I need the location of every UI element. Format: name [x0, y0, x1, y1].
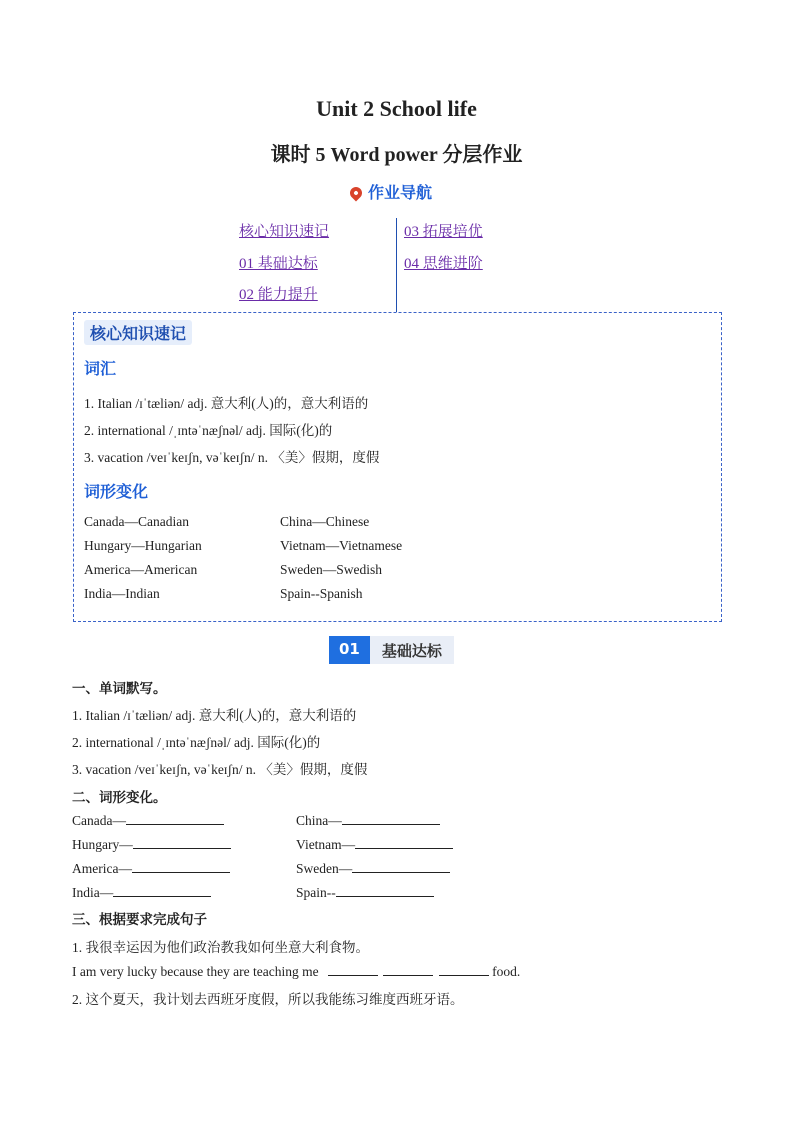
- nav-link-01[interactable]: 01 基础达标: [239, 256, 318, 272]
- forms-heading: 词形变化: [84, 482, 149, 501]
- q2-item: [296, 884, 434, 901]
- vocab-heading: 词汇: [84, 359, 117, 378]
- form-item: Hungary—Hungarian: [84, 538, 202, 553]
- q3-sentence-start: I am very lucky because they are teaching me: [72, 964, 319, 979]
- section-number: 01: [329, 636, 370, 664]
- q2-prompt: India—: [72, 885, 114, 900]
- answer-blank[interactable]: [439, 963, 489, 976]
- answer-blank[interactable]: [133, 836, 231, 849]
- nav-divider: [396, 218, 397, 312]
- answer-blank[interactable]: [113, 884, 211, 897]
- vocab-item-3: 3. vacation /veɪˈkeɪʃn, vəˈkeɪʃn/ n. 〈美〉假期，度假: [84, 450, 380, 465]
- nav-link-03[interactable]: 03 拓展培优: [404, 224, 483, 240]
- answer-blank[interactable]: [383, 963, 433, 976]
- q2-item: [296, 812, 440, 829]
- answer-blank[interactable]: [328, 963, 378, 976]
- vocab-item-1: 1. Italian /ɪˈtæliən/ adj. 意大利(人)的，意大利语的: [84, 396, 369, 411]
- q1-heading: 一、单词默写。: [72, 681, 167, 697]
- nav-title-text: 作业导航: [368, 183, 433, 202]
- answer-blank[interactable]: [352, 860, 450, 873]
- q2-prompt: Spain--: [296, 885, 336, 900]
- q2-item: [72, 836, 231, 853]
- q3-heading: 三、根据要求完成句子: [72, 912, 207, 928]
- q3-item-1-cn: 1. 我很幸运因为他们政治教我如何坐意大利食物。: [72, 940, 369, 955]
- answer-blank[interactable]: [342, 812, 440, 825]
- form-item: India—Indian: [84, 586, 160, 601]
- q2-prompt: Vietnam—: [296, 837, 356, 852]
- q1-item-1: 1. Italian /ɪˈtæliən/ adj. 意大利(人)的，意大利语的: [72, 708, 357, 723]
- q2-item: [72, 812, 224, 829]
- location-pin-icon: [348, 185, 365, 202]
- answer-blank[interactable]: [336, 884, 434, 897]
- q3-item-2-cn: 2. 这个夏天，我计划去西班牙度假，所以我能练习维度西班牙语。: [72, 992, 464, 1007]
- answer-blank[interactable]: [355, 836, 453, 849]
- q2-item: [72, 884, 211, 901]
- form-item: America—American: [84, 562, 198, 577]
- q3-item-1-en: [72, 963, 520, 980]
- core-knowledge-label: 核心知识速记: [84, 320, 192, 345]
- nav-title: [350, 180, 432, 203]
- section-label: 基础达标: [370, 636, 454, 664]
- q2-prompt: Hungary—: [72, 837, 133, 852]
- form-item: Vietnam—Vietnamese: [280, 538, 403, 553]
- page-subtitle: 课时 5 Word power 分层作业: [270, 144, 523, 166]
- nav-link-core[interactable]: 核心知识速记: [239, 224, 330, 240]
- q2-prompt: Canada—: [72, 813, 126, 828]
- q1-item-3: 3. vacation /veɪˈkeɪʃn, vəˈkeɪʃn/ n. 〈美〉假期，度假: [72, 762, 368, 777]
- nav-link-02[interactable]: 02 能力提升: [239, 287, 318, 303]
- nav-link-04[interactable]: 04 思维进阶: [404, 256, 483, 272]
- q2-item: [296, 836, 453, 853]
- q2-prompt: China—: [296, 813, 342, 828]
- section-01-badge: [329, 636, 454, 664]
- q2-heading: 二、词形变化。: [72, 790, 167, 806]
- vocab-item-2: 2. international /ˌɪntəˈnæʃnəl/ adj. 国际(化)的: [84, 423, 333, 438]
- form-item: China—Chinese: [280, 514, 370, 529]
- q1-item-2: 2. international /ˌɪntəˈnæʃnəl/ adj. 国际(化)的: [72, 735, 321, 750]
- page-title: Unit 2 School life: [316, 96, 477, 121]
- q2-item: [296, 860, 450, 877]
- q2-prompt: America—: [72, 861, 132, 876]
- form-item: Sweden—Swedish: [280, 562, 382, 577]
- answer-blank[interactable]: [126, 812, 224, 825]
- q2-item: [72, 860, 230, 877]
- form-item: Canada—Canadian: [84, 514, 189, 529]
- answer-blank[interactable]: [132, 860, 230, 873]
- form-item: Spain--Spanish: [280, 586, 363, 601]
- q2-prompt: Sweden—: [296, 861, 353, 876]
- q3-sentence-end: food.: [492, 964, 521, 979]
